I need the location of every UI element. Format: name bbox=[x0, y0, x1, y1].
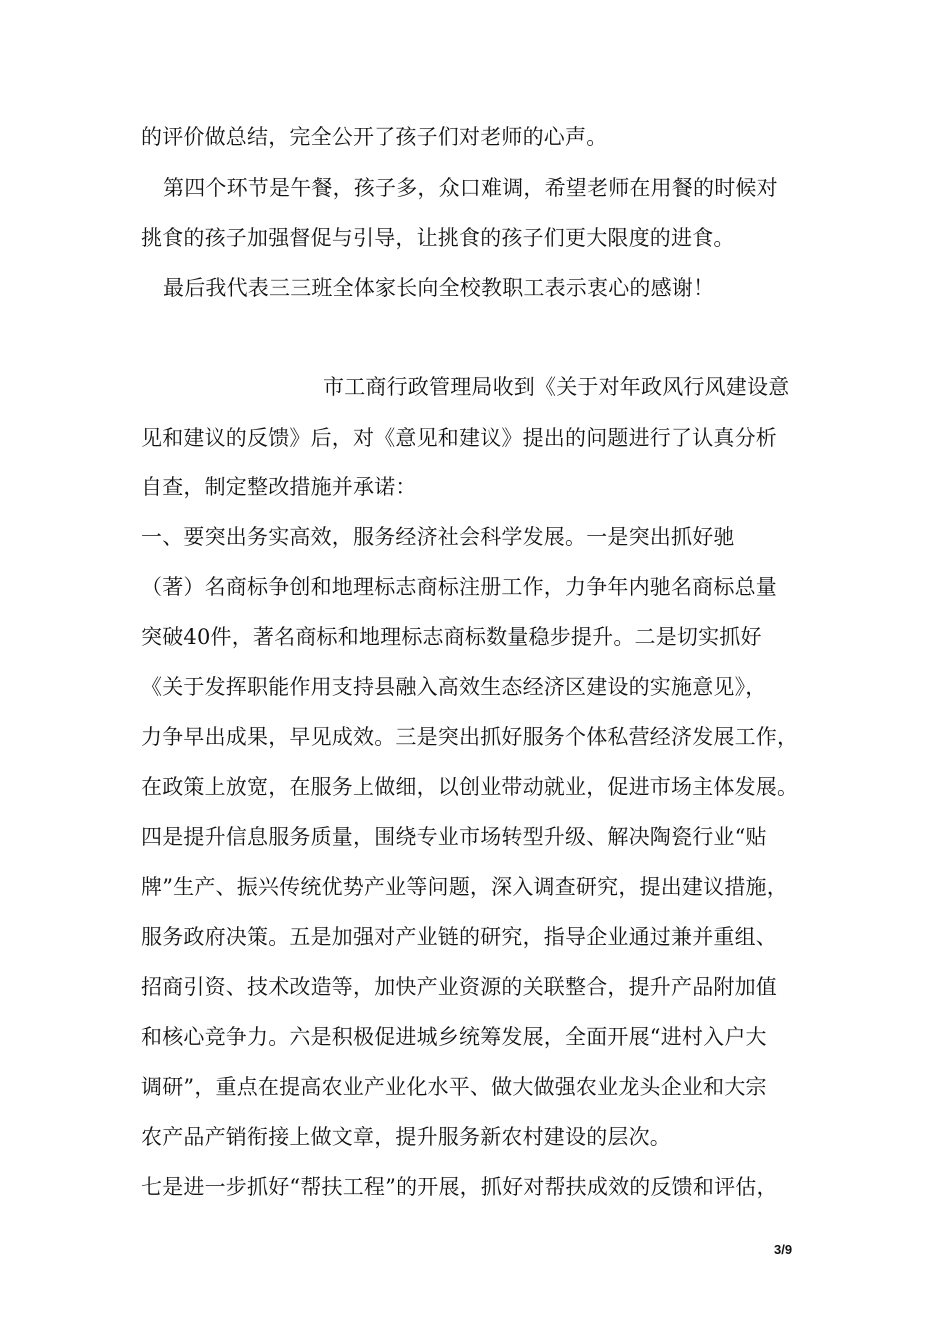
page-number: 3/9 bbox=[774, 1242, 793, 1257]
text-line: 农产品产销衔接上做文章，提升服务新农村建设的层次。 bbox=[141, 1125, 671, 1149]
text-line: 突破40件，著名商标和地理标志商标数量稳步提升。二是切实抓好 bbox=[141, 625, 762, 649]
text-line: 《关于发挥职能作用支持县融入高效生态经济区建设的实施意见》， bbox=[141, 675, 767, 699]
text-line: 第四个环节是午餐，孩子多，众口难调，希望老师在用餐的时候对 bbox=[163, 176, 778, 200]
text-line: 四是提升信息服务质量，围绕专业市场转型升级、解决陶瓷行业“贴 bbox=[141, 825, 767, 849]
text-line: 牌”生产、振兴传统优势产业等问题，深入调查研究，提出建议措施， bbox=[141, 875, 788, 899]
text-line: 服务政府决策。五是加强对产业链的研究，指导企业通过兼并重组、 bbox=[141, 925, 777, 949]
text-line: 最后我代表三三班全体家长向全校教职工表示衷心的感谢！ bbox=[163, 276, 715, 300]
text-line: 和核心竞争力。六是积极促进城乡统筹发展，全面开展“进村入户大 bbox=[141, 1025, 767, 1049]
text-line: 七是进一步抓好“帮扶工程”的开展，抓好对帮扶成效的反馈和评估， bbox=[141, 1175, 778, 1199]
text-line: 的评价做总结，完全公开了孩子们对老师的心声。 bbox=[141, 125, 608, 149]
text-line: 自查，制定整改措施并承诺： bbox=[141, 475, 417, 499]
text-line: 招商引资、技术改造等，加快产业资源的关联整合，提升产品附加值 bbox=[141, 975, 777, 999]
text-line: 挑食的孩子加强督促与引导，让挑食的孩子们更大限度的进食。 bbox=[141, 226, 735, 250]
text-line: 在政策上放宽，在服务上做细，以创业带动就业，促进市场主体发展。 bbox=[141, 775, 799, 799]
text-line: （著）名商标争创和地理标志商标注册工作，力争年内驰名商标总量 bbox=[141, 575, 777, 599]
text-line: 市工商行政管理局收到《关于对年政风行风建设意 bbox=[323, 375, 790, 399]
text-line: 力争早出成果，早见成效。三是突出抓好服务个体私营经济发展工作， bbox=[141, 725, 799, 749]
text-line: 见和建议的反馈》后，对《意见和建议》提出的问题进行了认真分析 bbox=[141, 426, 777, 450]
text-line: 一、要突出务实高效，服务经济社会科学发展。一是突出抓好驰 bbox=[141, 525, 735, 549]
text-line: 调研”，重点在提高农业产业化水平、做大做强农业龙头企业和大宗 bbox=[141, 1075, 767, 1099]
